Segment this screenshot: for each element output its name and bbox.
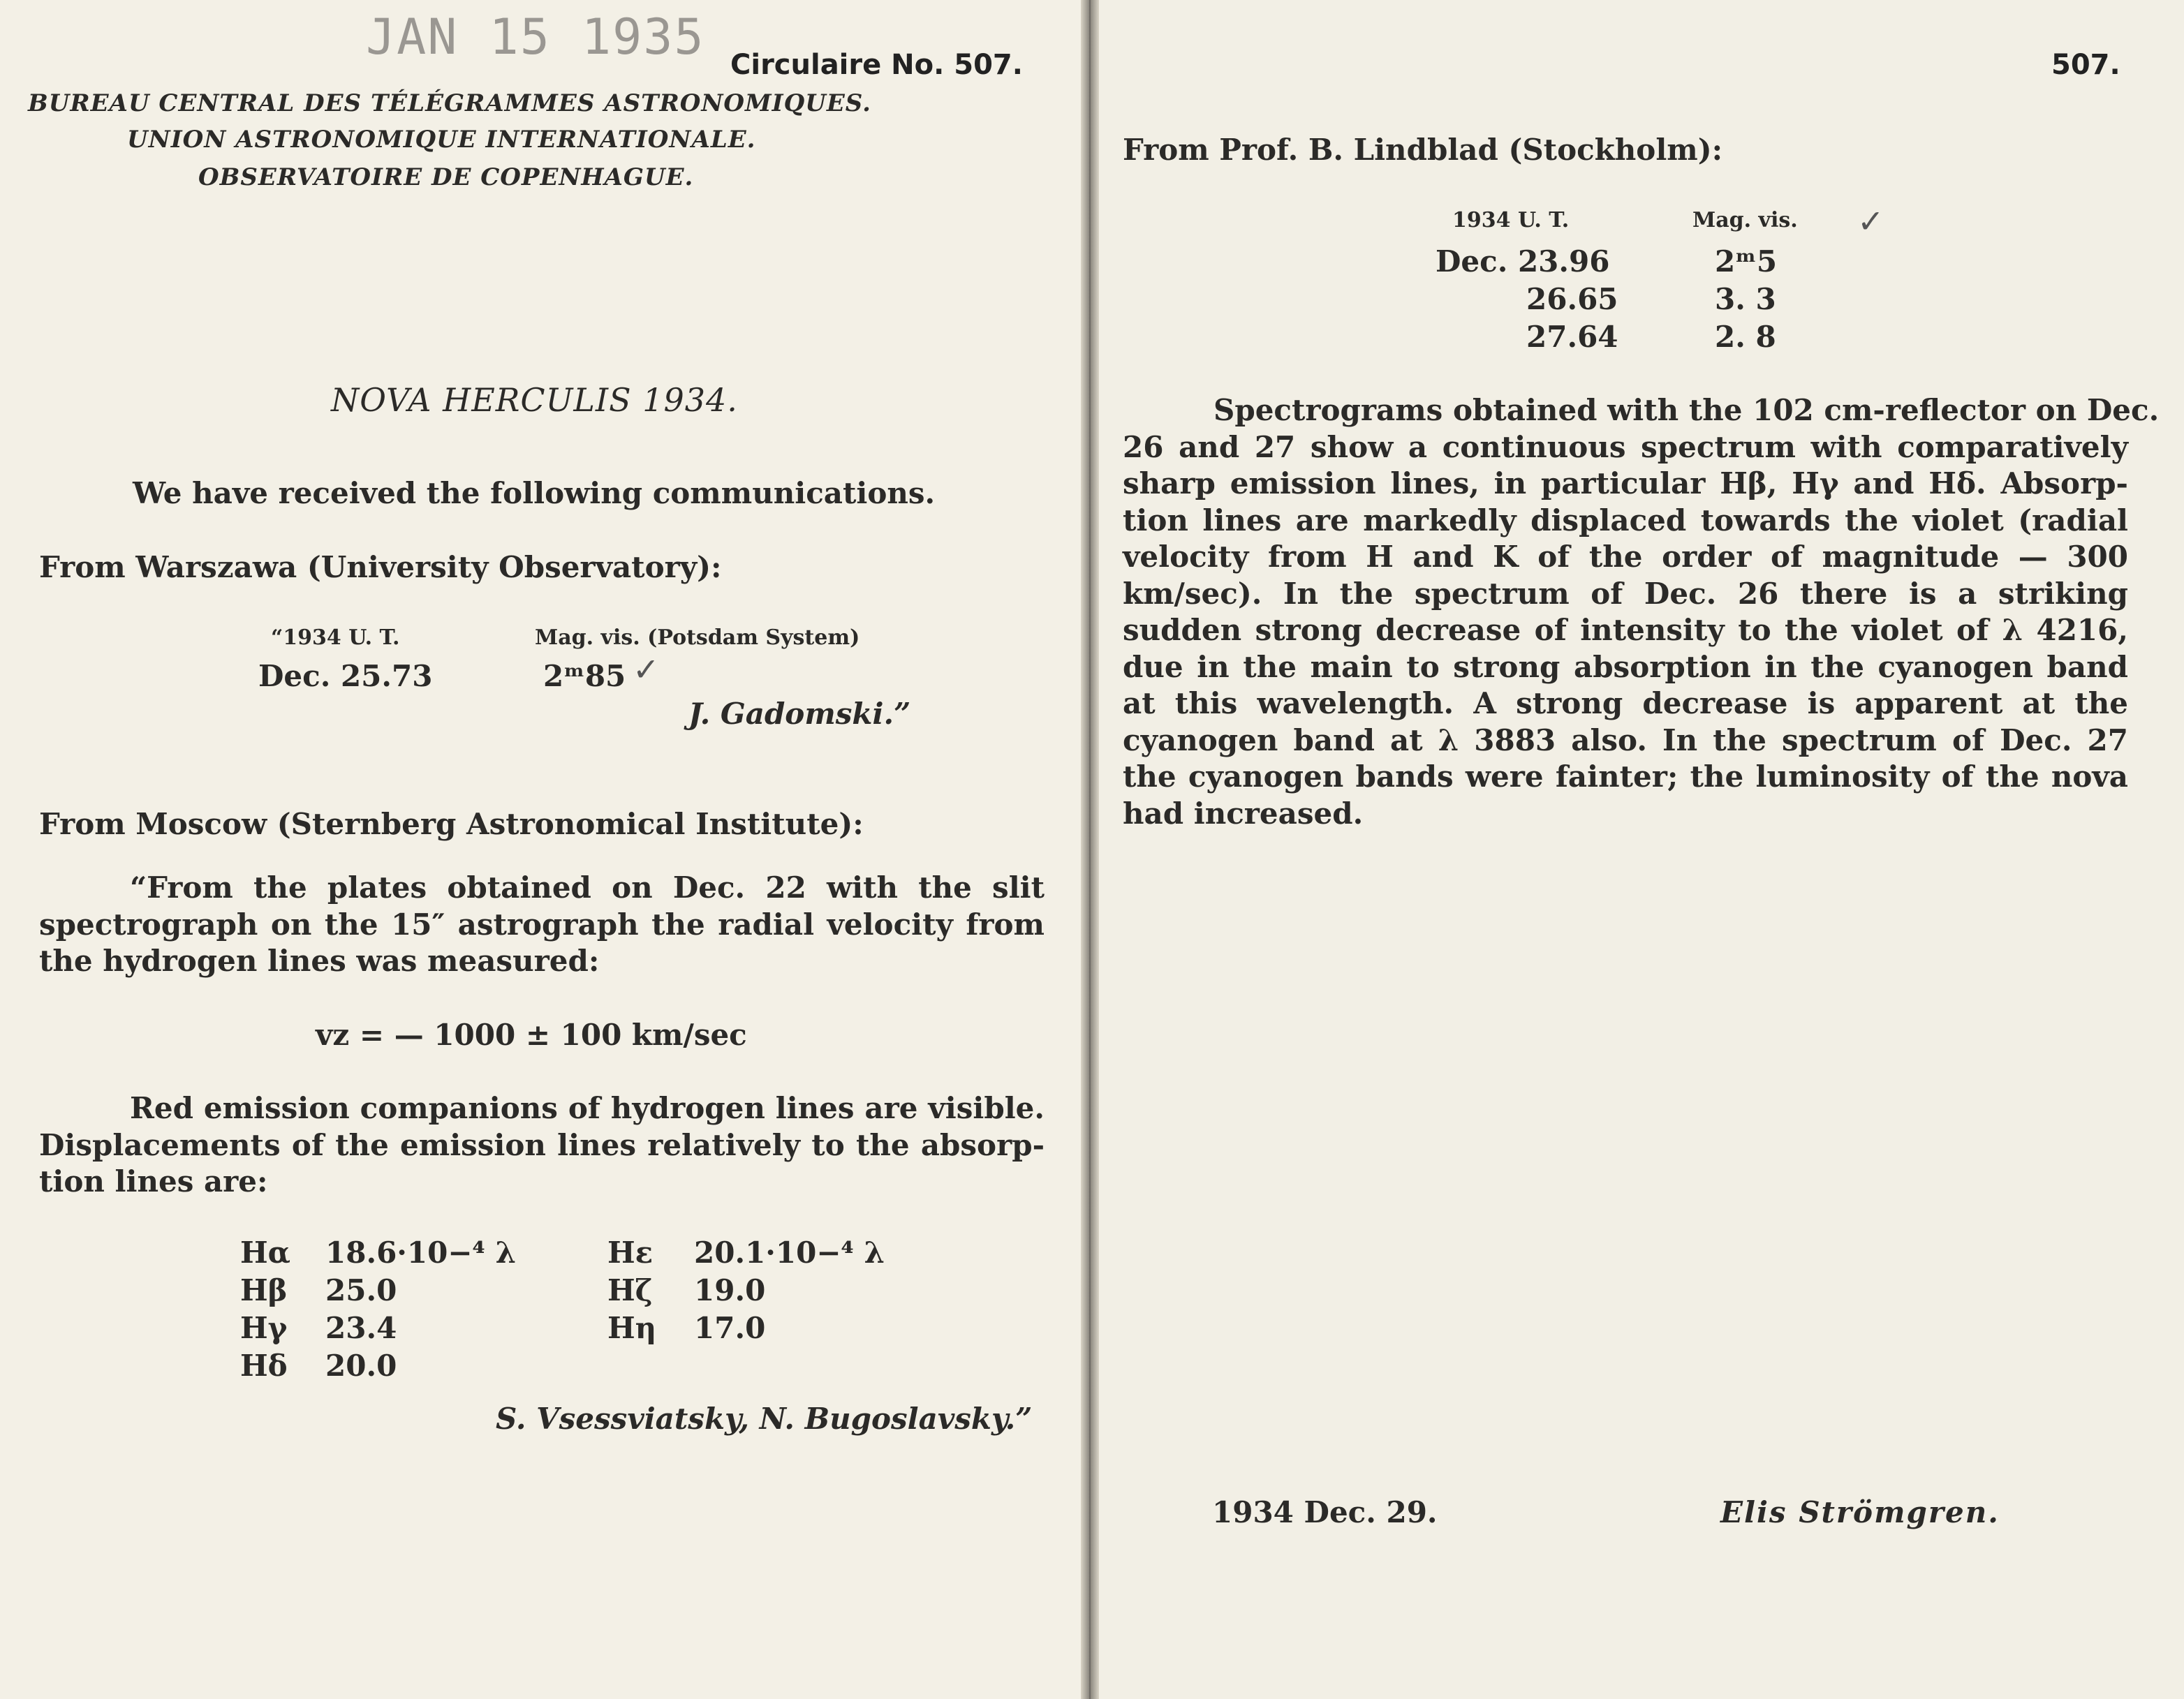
warsaw-date: Dec. 25.73 [258, 659, 433, 693]
warsaw-date-head: “1934 U. T. [271, 625, 400, 650]
moscow-from: From Moscow (Sternberg Astronomical Institute): [39, 807, 864, 841]
warsaw-mag-head: Mag. vis. (Potsdam System) [535, 625, 860, 650]
line-value: 17.0 [694, 1311, 766, 1345]
line-value: 20.1·10−⁴ λ [694, 1236, 885, 1270]
lindblad-date-head: 1934 U. T. [1452, 208, 1570, 232]
header-line-1: BUREAU CENTRAL DES TÉLÉGRAMMES ASTRONOMIQUES. [28, 89, 871, 117]
paragraph-line: had increased. [1123, 796, 1364, 831]
paragraph-line: due in the main to strong absorption in the cyanogen band [1123, 649, 2128, 684]
header-line-3: OBSERVATOIRE DE COPENHAGUE. [198, 163, 694, 191]
editor-signature: Elis Strömgren. [1720, 1495, 2000, 1529]
lindblad-row-mag: 2. 8 [1715, 320, 1776, 354]
lindblad-row-mag: 3. 3 [1715, 282, 1776, 316]
circular-date: 1934 Dec. 29. [1212, 1495, 1438, 1529]
warsaw-mag: 2ᵐ85 [543, 659, 626, 693]
lindblad-row-date: 27.64 [1526, 320, 1618, 354]
paragraph-line: Red emission companions of hydrogen lines are visible. [130, 1091, 1045, 1125]
moscow-signature: S. Vsessviatsky, N. Bugoslavsky.” [496, 1402, 1033, 1436]
left-page [0, 0, 1081, 1699]
moscow-paragraph-1 [39, 870, 1045, 980]
paragraph-line: tion lines are: [39, 1164, 268, 1199]
line-label: Hβ [240, 1273, 288, 1307]
lindblad-row-mag: 2ᵐ5 [1715, 244, 1778, 279]
lindblad-paragraph [1123, 392, 2160, 832]
paragraph-line: km/sec). In the spectrum of Dec. 26 there is a striking [1123, 576, 2128, 611]
line-label: Hγ [240, 1311, 288, 1345]
line-label: Hε [607, 1236, 654, 1270]
header-line-2: UNION ASTRONOMIQUE INTERNATIONALE. [127, 126, 756, 154]
right-page [1099, 0, 2184, 1699]
paragraph-line: Spectrograms obtained with the 102 cm-reflector on Dec. [1213, 393, 2160, 427]
line-value: 19.0 [694, 1273, 766, 1307]
paragraph-line: sudden strong decrease of intensity to the violet of λ 4216, [1123, 613, 2128, 647]
page-title: NOVA HERCULIS 1934. [331, 381, 738, 419]
velocity-formula: vz = — 1000 ± 100 km/sec [316, 1018, 747, 1052]
intro-text: We have received the following communications. [133, 476, 936, 510]
paragraph-line: at this wavelength. A strong decrease is apparent at the [1123, 686, 2128, 720]
line-value: 25.0 [325, 1273, 397, 1307]
lindblad-from: From Prof. B. Lindblad (Stockholm): [1123, 133, 1723, 167]
paragraph-line: cyanogen band at λ 3883 also. In the spectrum of Dec. 27 [1123, 722, 2128, 757]
paragraph-line: sharp emission lines, in particular Hβ, Hγ and Hδ. Absorp- [1123, 466, 2128, 500]
lindblad-row-date: Dec. 23.96 [1436, 244, 1610, 279]
moscow-paragraph-2 [39, 1090, 1045, 1201]
paragraph-line: the cyanogen bands were fainter; the luminosity of the nova [1123, 759, 2128, 794]
warsaw-signature: J. Gadomski.” [688, 697, 911, 731]
line-label: Hη [607, 1311, 657, 1345]
book-fold [1081, 0, 1099, 1699]
page-number: 507. [2051, 49, 2120, 81]
lindblad-row-date: 26.65 [1526, 282, 1618, 316]
line-label: Hα [240, 1236, 291, 1270]
line-value: 20.0 [325, 1349, 397, 1383]
paragraph-line: 26 and 27 show a continuous spectrum with comparatively [1123, 429, 2128, 464]
paragraph-line: the hydrogen lines was measured: [39, 944, 600, 978]
line-label: Hδ [240, 1349, 288, 1383]
check-mark-icon: ✓ [1857, 202, 1884, 240]
paragraph-line: “From the plates obtained on Dec. 22 with the slit [130, 870, 1045, 905]
paragraph-line: tion lines are markedly displaced towards the violet (radial [1123, 503, 2128, 537]
circular-number: Circulaire No. 507. [730, 49, 1023, 81]
line-label: Hζ [607, 1273, 653, 1307]
line-value: 23.4 [325, 1311, 397, 1345]
paragraph-line: velocity from H and K of the order of magnitude — 300 [1123, 540, 2128, 574]
line-value: 18.6·10−⁴ λ [325, 1236, 517, 1270]
paragraph-line: Displacements of the emission lines relatively to the absorp- [39, 1127, 1045, 1162]
check-mark-icon: ✓ [633, 651, 660, 688]
date-stamp: JAN 15 1935 [366, 8, 705, 66]
warsaw-from: From Warszawa (University Observatory): [39, 550, 722, 584]
lindblad-mag-head: Mag. vis. [1692, 208, 1798, 232]
paragraph-line: spectrograph on the 15″ astrograph the radial velocity from [39, 907, 1045, 942]
